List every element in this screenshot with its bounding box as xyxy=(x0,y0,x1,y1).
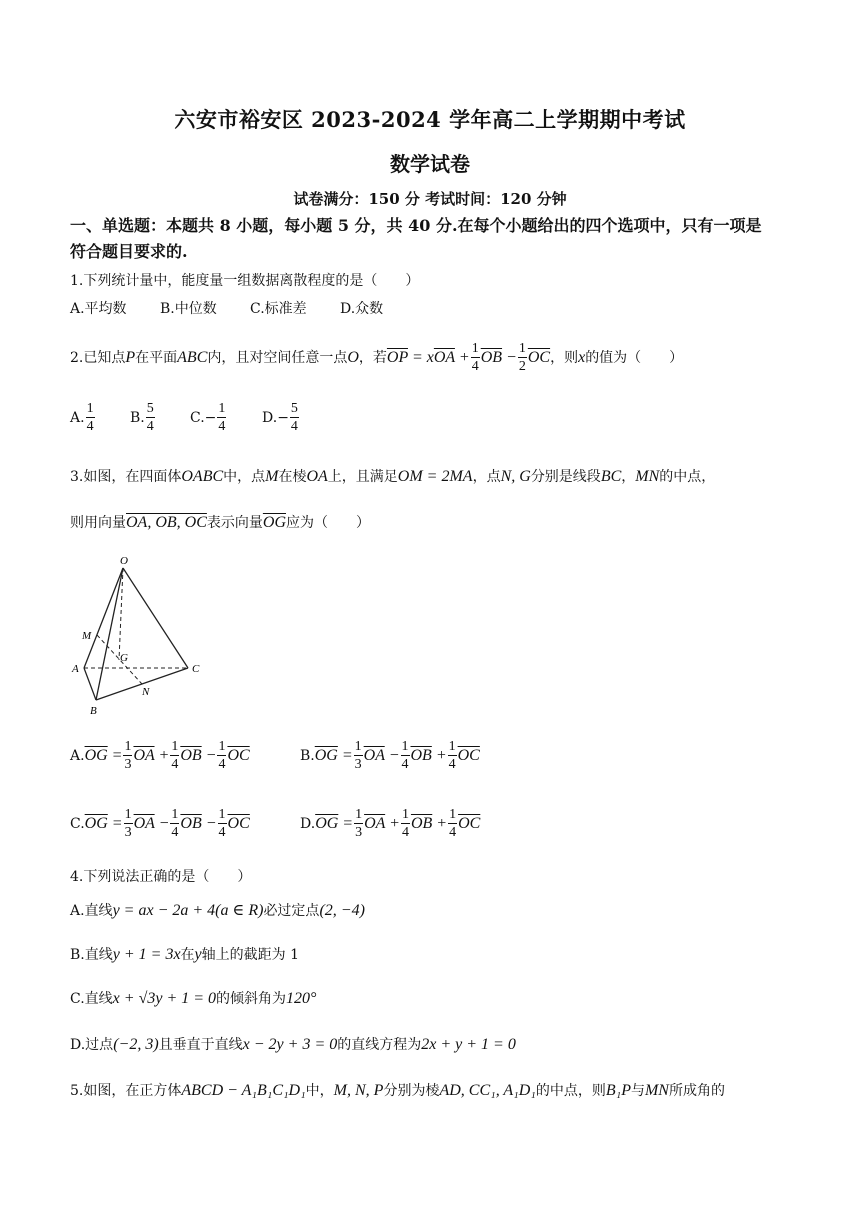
q3-option-b: $B.\overline{OG}$ = $\frac{1}{3}$ $\overline{OA}$ − $\frac{1}{4}$ $\overline{OB}$ + $\frac{1}{4}$ $\overline{OC}$ xyxy=(300,739,480,772)
q2-option-a: A. $\frac{1}{4}$ xyxy=(70,401,94,434)
exam-meta: 试卷满分：150 分 考试时间：120 分钟 xyxy=(293,190,567,208)
q5-stem: 5.如图，在正方体ABCD − A₁B₁C₁D₁中，M, N, P分别为棱AD, CC₁, A₁D₁的中点，则B₁P与MN所成角的 xyxy=(70,1082,725,1099)
q3-option-c: $C.\overline{OG}$ = $\frac{1}{3}$ $\overline{OA}$ − $\frac{1}{4}$ $\overline{OB}$ − $\frac{1}{4}$ $\overline{OC}$ xyxy=(70,807,250,840)
q4-stem: 4.下列说法正确的是（ ） xyxy=(70,869,252,885)
label-b: B xyxy=(90,705,97,717)
label-m: M xyxy=(82,630,92,642)
q1-option-b: B.中位数 xyxy=(160,301,217,317)
edge-ob xyxy=(96,568,123,700)
q4-option-a: A.直线y = ax − 2a + 4(a ∈ R)必过定点(2, −4) xyxy=(70,902,365,919)
tetrahedron-figure xyxy=(68,550,208,720)
label-g: G xyxy=(120,652,128,664)
edge-oc xyxy=(123,568,188,668)
q3-stem-line2: 则用向量OA, OB, OC表示向量$\overline{OG}$应为（ ） xyxy=(70,514,370,531)
edge-ab xyxy=(84,668,96,700)
section-heading-line2: 符合题目要求的. xyxy=(70,242,188,261)
q3-option-d: $D.\overline{OG}$ = $\frac{1}{3}$ $\overline{OA}$ + $\frac{1}{4}$ $\overline{OB}$ + $\frac{1}{4}$ $\overline{OC}$ xyxy=(300,807,481,840)
q2-option-c: C.− $\frac{1}{4}$ xyxy=(190,401,226,434)
q1-option-a: A.平均数 xyxy=(70,301,127,317)
section-heading-line1: 一、单选题：本题共 8 小题，每小题 5 分，共 40 分.在每个小题给出的四个选项中，只有一项是 xyxy=(70,216,762,235)
edge-oa xyxy=(84,568,123,668)
paper-title: 六安市裕安区 2023-2024 学年高二上学期期中考试 xyxy=(174,107,686,132)
q2-option-d: D.− $\frac{5}{4}$ xyxy=(262,401,298,434)
paper-subtitle: 数学试卷 xyxy=(390,152,470,176)
label-a: A xyxy=(72,663,79,675)
q3-stem-line1: 3.如图，在四面体OABC中，点M在棱OA上，且满足OM = 2MA，点N, G分别是线段BC，MN的中点， xyxy=(70,468,716,485)
q2-option-b: B. $\frac{5}{4}$ xyxy=(130,401,154,434)
label-o: O xyxy=(120,555,128,567)
q1-option-c: C.标准差 xyxy=(250,301,307,317)
q4-option-d: D.过点(−2, 3)且垂直于直线x − 2y + 3 = 0的直线方程为2x + y + 1 = 0 xyxy=(70,1036,516,1053)
q2-stem: 2.已知点P在平面ABC内，且对空间任意一点O，若$\overline{OP} = x\overline{OA}$ + $\frac{1}{4}$ $\overline{OB}$ − $\frac{1}{2}$ $\overline{OC}$，则x的值为（ ） xyxy=(70,341,684,374)
q1-stem: 1.下列统计量中，能度量一组数据离散程度的是（ ） xyxy=(70,273,420,289)
label-c: C xyxy=(192,663,200,675)
q4-option-c: C.直线x + √3y + 1 = 0的倾斜角为120° xyxy=(70,990,317,1007)
label-n: N xyxy=(142,686,150,698)
q4-option-b: B.直线y + 1 = 3x在y轴上的截距为 1 xyxy=(70,946,300,963)
q3-option-a: $A.\overline{OG}$ = $\frac{1}{3}$ $\overline{OA}$ + $\frac{1}{4}$ $\overline{OB}$ − $\frac{1}{4}$ $\overline{OC}$ xyxy=(70,739,250,772)
q1-option-d: D.众数 xyxy=(340,301,384,317)
